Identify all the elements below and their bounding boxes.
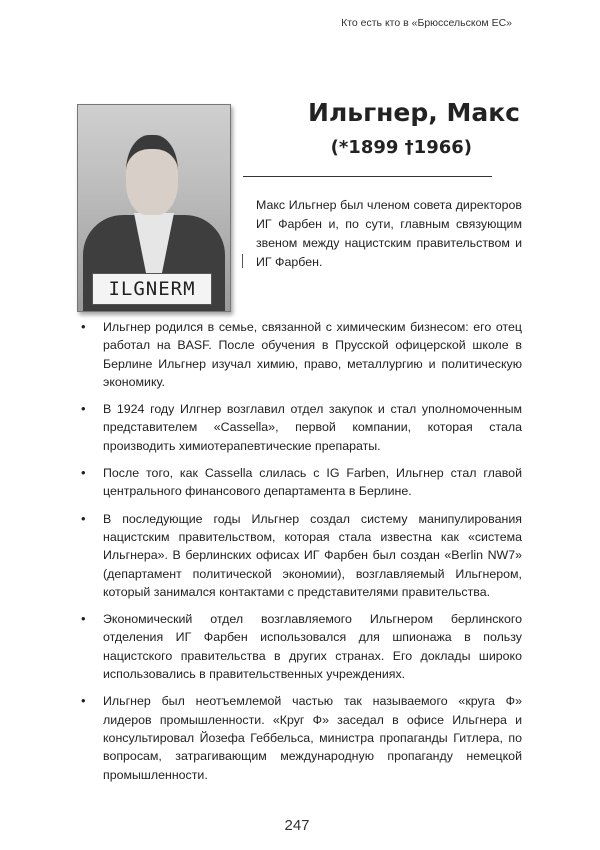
list-item [80,400,522,455]
list-item [80,318,522,391]
page-number: 247 [284,817,310,834]
list-item [80,610,522,683]
list-item [80,464,522,501]
bullet-icon: • [81,465,86,481]
list-item-text: После того, как Cassella слилась с IG Farben, Ильгнер стал главой центрального финансового департамента в Берлине. [103,466,522,499]
list-item-text: Экономический отдел возглавляемого Ильгнером берлинского отделения ИГ Фарбен использовался для шпионажа в пользу нацистского правительства в других странах. Его доклады широко использовались в правительственных учреждениях. [103,612,522,682]
running-header: Кто есть кто в «Брюссельском ЕС» [341,17,512,29]
list-item-text: Ильгнер родился в семье, связанной с химическим бизнесом: его отец работал на BASF. После обучения в Прусской офицерской школе в Берлине Ильгнер изучал химию, право, металлургию и политическую экономику. [103,320,522,389]
bullet-icon: • [81,401,86,417]
page-footer [0,814,594,838]
bullet-icon: • [81,693,86,709]
head [126,135,178,215]
list-item-text: В последующие годы Ильгнер создал систему манипулирования нацистским правительством, которая стала известна как «система Ильгнера». В берлинских офисах ИГ Фарбен был создан «Berlin NW7» (департамент политической экономии), возглавляемый Ильгнером, который занимался контактами с представителями правительства. [103,511,522,599]
page-title: Ильгнер, Макс [308,98,520,127]
bullet-list [80,318,522,793]
list-item-text: В 1924 году Илгнер возглавил отдел закупок и стал уполномоченным представителем «Cassella», первой компании, которая стала производить химиотерапевтические препараты. [103,402,522,453]
bullet-icon: • [81,319,86,334]
text-cursor-mark [242,254,243,268]
bullet-icon: • [81,510,86,526]
bullet-icon: • [81,611,86,627]
name-sign: ILGNERM [92,273,212,305]
portrait-photo [77,104,231,312]
list-item [80,510,522,601]
list-item-text: Ильгнер был неотъемлемой частью так называемого «круга Ф» лидеров промышленности. «Круг Ф» заседал в офисе Ильгнера и консультировал Йозефа Геббельса, министра пропаганды Гитлера, по вопросам, затрагивающим международную пропаганду немецкой промышленности. [103,694,522,782]
divider [243,176,492,177]
list-item [80,692,522,783]
intro-paragraph: Макс Ильгнер был членом совета директоров ИГ Фарбен и, по сути, главным связующим звеном между нацистским правительством и ИГ Фарбен. [256,198,522,269]
life-dates: (*1899 †1966) [330,137,472,158]
